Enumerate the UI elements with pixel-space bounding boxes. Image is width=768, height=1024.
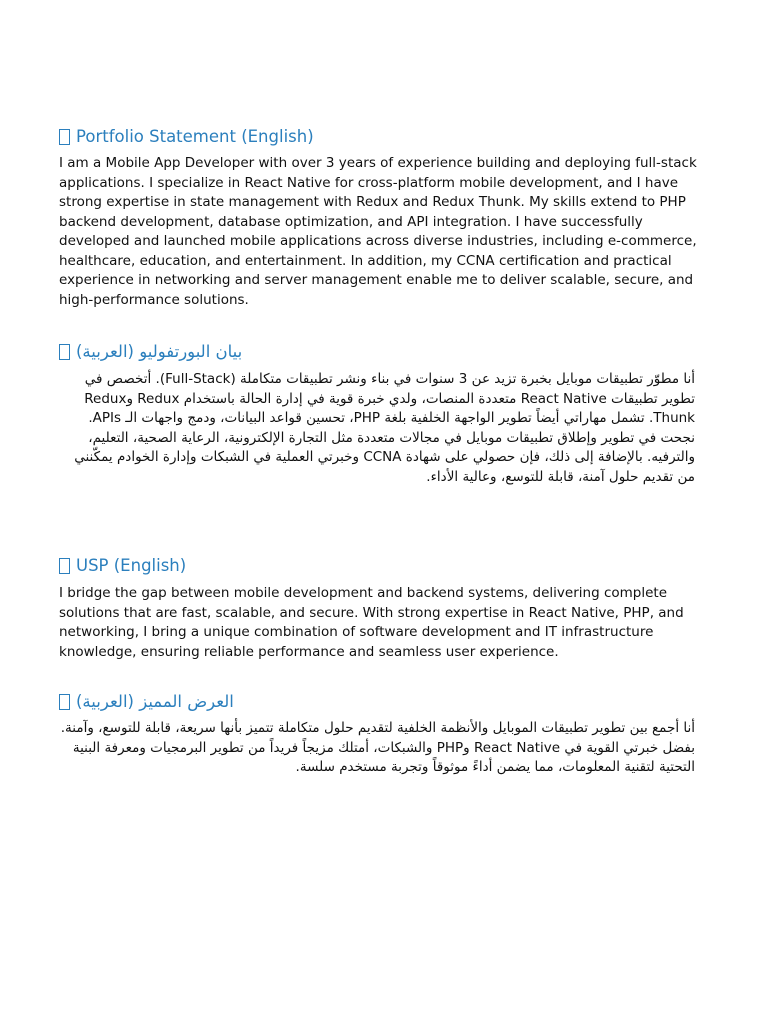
missing-glyph-icon	[59, 558, 70, 574]
portfolio-statement-english-text: I am a Mobile App Developer with over 3 years of experience building and deploying full-stack applications. I specialize in React Native for cross-platform mobile development, and I have strong expertise in state management with Redux and Redux Thunk. My skills extend to PHP backend development, database optimization, and API integration. I have successfully developed and launched mobile applications across diverse industries, including e-commerce, healthcare, education, and entertainment. In addition, my CCNA certification and practical experience in networking and server management enable me to deliver scalable, secure, and high-performance solutions.	[59, 155, 697, 308]
portfolio-statement-arabic-section	[59, 342, 709, 487]
usp-arabic-heading	[59, 692, 709, 712]
heading-text: Portfolio Statement (English)	[76, 127, 314, 146]
portfolio-statement-arabic-heading	[59, 342, 709, 362]
missing-glyph-icon	[59, 129, 70, 145]
usp-english-section	[59, 556, 709, 662]
portfolio-statement-english-section	[59, 127, 709, 310]
portfolio-statement-arabic-text: أنا مطوّر تطبيقات موبايل بخبرة تزيد عن 3 سنوات في بناء ونشر تطبيقات متكاملة (Full-Stack). أتخصص في تطوير تطبيقات React Native متعددة المنصات، ولدي خبرة قوية في إدارة الحالة باستخدام Redux وRedux Thunk. تشمل مهاراتي أيضاً تطوير الواجهة الخلفية بلغة PHP، تحسين قواعد البيانات، ودمج واجهات الـ APIs. نجحت في تطوير وإطلاق تطبيقات موبايل في مجالات متعددة مثل التجارة الإلكترونية، الرعاية الصحية، التعليم، والترفيه. بالإضافة إلى ذلك، فإن حصولي على شهادة CCNA وخبرتي العملية في الشبكات وإدارة الخوادم يمكّنني من تقديم حلول آمنة، قابلة للتوسع، وعالية الأداء.	[74, 371, 695, 485]
heading-text: USP (English)	[76, 556, 187, 575]
usp-english-text: I bridge the gap between mobile development and backend systems, delivering complete solutions that are fast, scalable, and secure. With strong expertise in React Native, PHP, and networking, I bring a unique combination of software development and IT infrastructure knowledge, ensuring reliable performance and seamless user experience.	[59, 585, 684, 660]
heading-text: العرض المميز (العربية)	[76, 692, 234, 711]
usp-arabic-section	[59, 692, 709, 778]
usp-english-heading	[59, 556, 709, 576]
missing-glyph-icon	[59, 694, 70, 710]
heading-text: بيان البورتفوليو (العربية)	[76, 342, 243, 361]
usp-arabic-text: أنا أجمع بين تطوير تطبيقات الموبايل والأنظمة الخلفية لتقديم حلول متكاملة تتميز بأنها سريعة، قابلة للتوسع، وآمنة. بفضل خبرتي القوية في React Native وPHP والشبكات، أمتلك مزيجاً فريداً من تطوير البرمجيات ومعرفة البنية التحتية لتقنية المعلومات، مما يضمن أداءً موثوقاً وتجربة مستخدم سلسة.	[60, 720, 695, 775]
missing-glyph-icon	[59, 344, 70, 360]
portfolio-statement-english-heading	[59, 127, 709, 147]
